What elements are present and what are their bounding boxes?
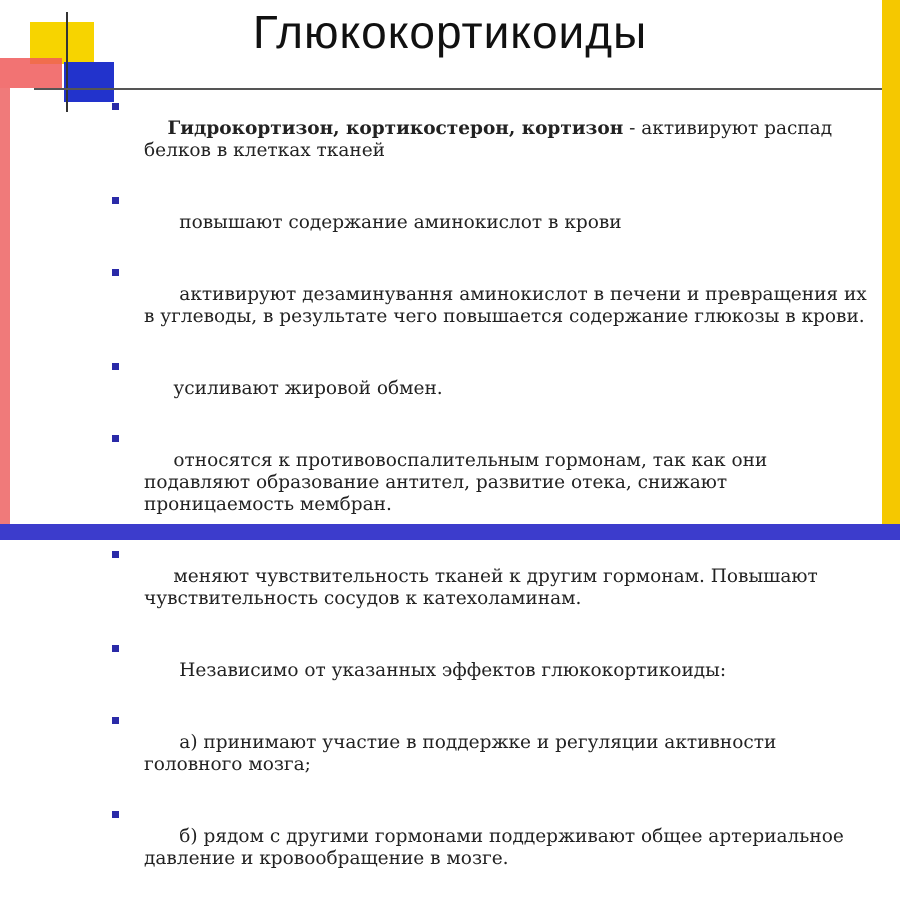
bullet-list — [110, 96, 873, 898]
bullet-text: активируют дезаминування аминокислот в печени и превращения их в углеводы, в результате чего повышается содержание глюкозы в крови. — [144, 284, 873, 327]
bullet-bold-text: Гидрокортизон, кортикостерон, кортизон — [167, 118, 624, 139]
bullet-icon — [112, 197, 119, 204]
decor-blue-block — [64, 62, 114, 102]
bullet-text: относятся к противовоспалительным гормонам, так как они подавляют образование антител, развитие отека, снижают проницаемость мембран. — [144, 450, 774, 515]
bullet-item — [110, 262, 873, 350]
bullet-icon — [112, 551, 119, 558]
bullet-item — [110, 638, 870, 704]
bullet-text: Независимо от указанных эффектов глюкокортикоиды: — [167, 660, 727, 681]
bullet-text: меняют чувствительность тканей к другим гормонам. Повышают чувствительность сосудов к катехоламинам. — [144, 566, 824, 609]
bullet-icon — [112, 363, 119, 370]
bullet-text: б) рядом с другими гормонами поддерживают общее артериальное давление и кровообращение в мозге. — [144, 826, 850, 869]
bullet-icon — [112, 103, 119, 110]
bullet-item — [110, 428, 870, 538]
decor-right-stripe — [882, 0, 900, 540]
slide-title: Глюкокортикоиды — [252, 6, 648, 58]
bullet-icon — [112, 435, 119, 442]
bullet-text: - активируют распад белков в клетках тканей — [144, 118, 838, 161]
bullet-icon — [112, 645, 119, 652]
bullet-item — [110, 356, 870, 422]
bullet-icon — [112, 269, 119, 276]
bullet-text: а) принимают участие в поддержке и регуляции активности головного мозга; — [144, 732, 783, 775]
decor-vertical-line — [66, 12, 68, 112]
decor-red-block — [0, 58, 62, 88]
bullet-icon — [112, 717, 119, 724]
bullet-text: усиливают жировой обмен. — [167, 378, 443, 399]
bullet-item — [110, 710, 870, 798]
bullet-text: повышают содержание аминокислот в крови — [167, 212, 622, 233]
decor-horizontal-line — [34, 88, 898, 90]
bullet-item — [110, 544, 870, 632]
bullet-item — [110, 804, 870, 892]
bullet-item — [110, 96, 870, 184]
bullet-item — [110, 190, 870, 256]
bullet-icon — [112, 811, 119, 818]
decor-left-stripe — [0, 88, 10, 528]
